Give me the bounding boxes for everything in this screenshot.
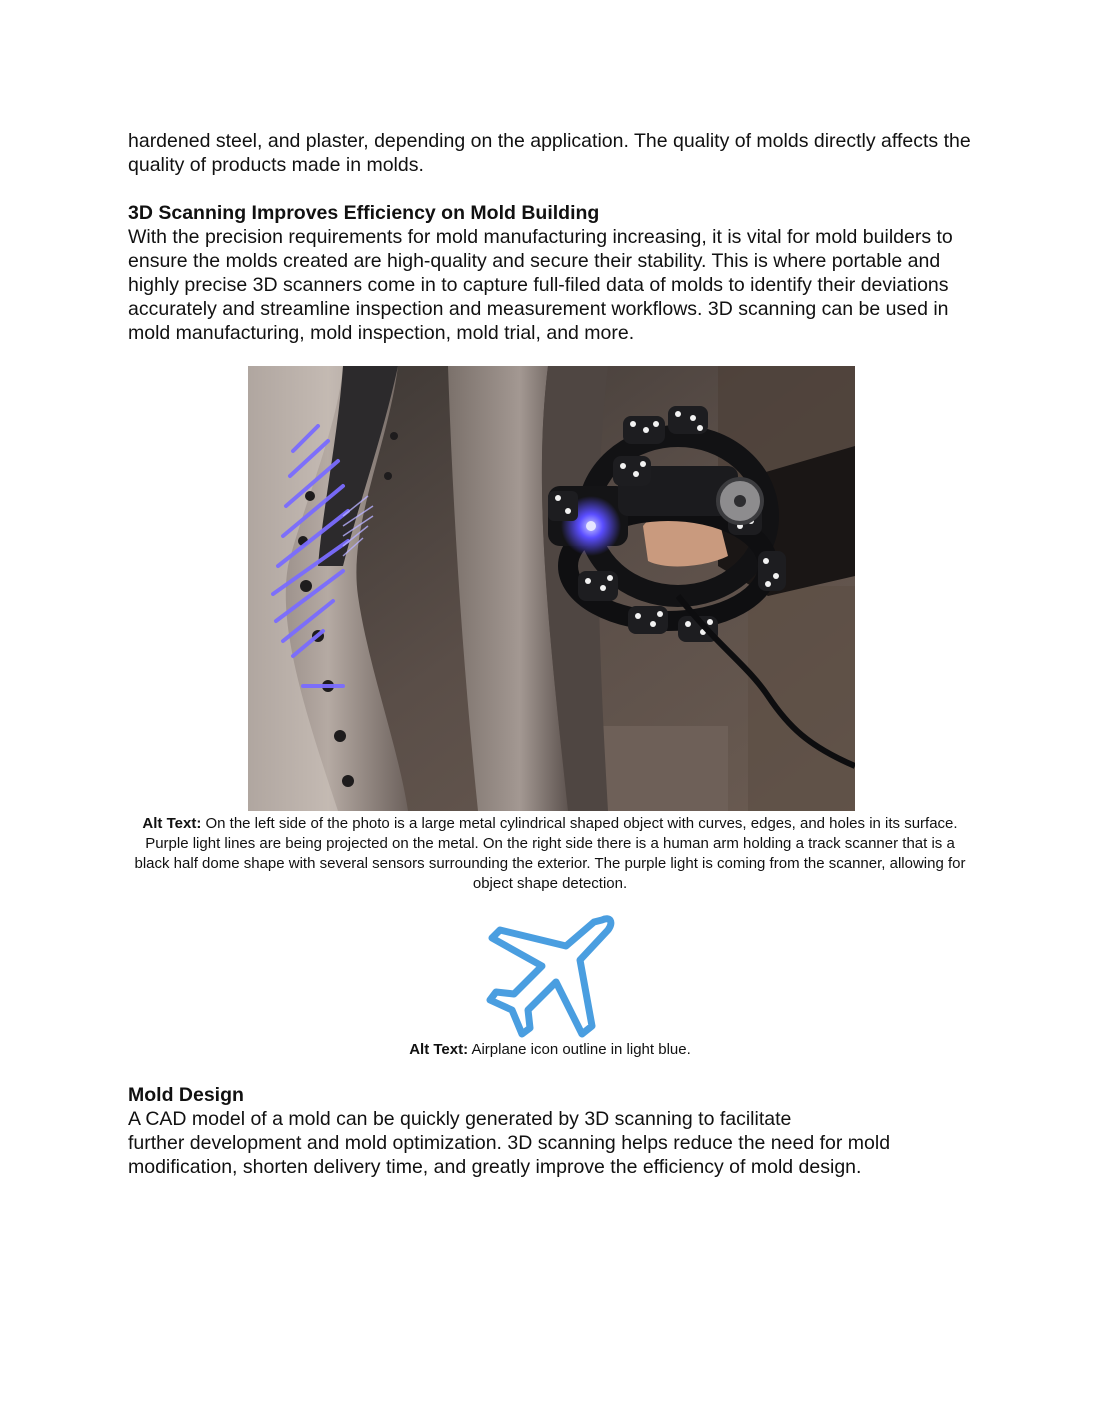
intro-paragraph: hardened steel, and plaster, depending on the application. The quality of molds directly affects the quality of products made in molds. <box>128 130 971 176</box>
icon-caption <box>130 1040 970 1060</box>
photo-caption-label: Alt Text: <box>142 815 202 832</box>
section-paragraph-scanning: With the precision requirements for mold manufacturing increasing, it is vital for mold builders to ensure the molds created are high-quality and secure their stability. This is where portable and highly precise 3D scanners come in to capture full-filed data of molds to identify their deviations accurately and streamline inspection and measurement workflows. 3D scanning can be used in mold manufacturing, mold inspection, mold trial, and more. <box>128 226 953 344</box>
mold-design-line1: A CAD model of a mold can be quickly generated by 3D scanning to facilitate <box>128 1108 792 1130</box>
photo-caption <box>130 814 970 894</box>
section-paragraph-mold-design <box>128 1107 978 1179</box>
icon-caption-text: Airplane icon outline in light blue. <box>468 1041 691 1058</box>
section-heading-mold-design: Mold Design <box>128 1084 244 1106</box>
mold-design-rest: further development and mold optimization. 3D scanning helps reduce the need for mold modification, shorten delivery time, and greatly improve the efficiency of mold design. <box>128 1132 891 1178</box>
airplane-icon <box>484 910 618 1042</box>
scanner-photo <box>248 366 855 811</box>
photo-caption-text: On the left side of the photo is a large metal cylindrical shaped object with curves, edges, and holes in its surface. Purple light lines are being projected on the metal. On the right side there is a human arm holding a track scanner that is a black half dome shape with several sensors surrounding the exterior. The purple light is coming from the scanner, allowing for object shape detection. <box>134 815 966 892</box>
icon-caption-label: Alt Text: <box>409 1041 469 1058</box>
section-heading-scanning: 3D Scanning Improves Efficiency on Mold Building <box>128 202 600 224</box>
